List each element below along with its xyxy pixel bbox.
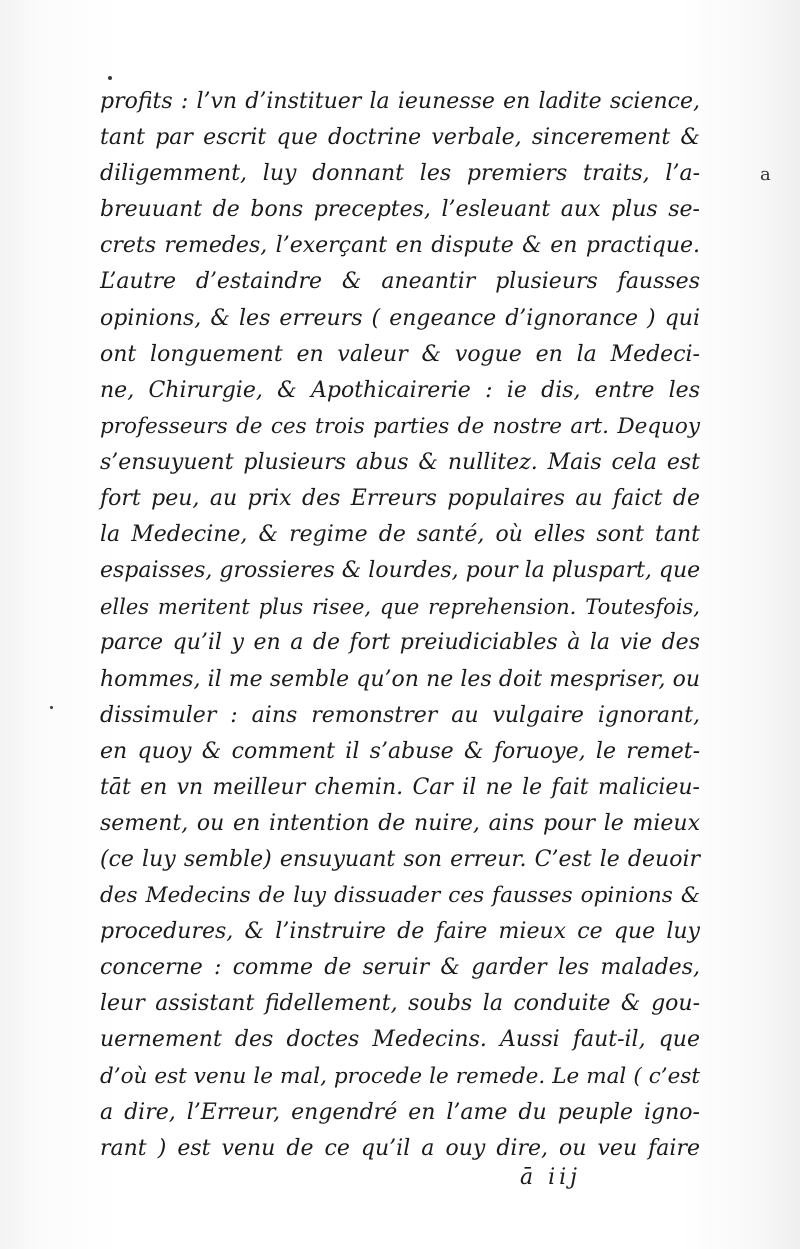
signature-mark: ā iij: [520, 1165, 582, 1190]
text-line: crets remedes, l’exerçant en dispute & en practique.: [100, 233, 700, 259]
text-line: elles meritent plus risee, que reprehension. Toutesfois,: [100, 595, 700, 620]
text-line: hommes, il me semble qu’on ne les doit mespriser, ou: [100, 666, 700, 692]
text-line: dissimuler : ains remonstrer au vulgaire ignorant,: [100, 702, 700, 728]
text-line: parce qu’il y en a de fort preiudiciables à la vie des: [100, 630, 700, 656]
text-line: en quoy & comment il s’abuse & foruoye, le remet-: [100, 738, 700, 764]
text-line: uernement des doctes Medecins. Aussi faut-il, que: [100, 1027, 700, 1053]
ink-speck: [50, 706, 53, 709]
text-line: rant ) est venu de ce qu’il a ouy dire, ou veu faire: [100, 1135, 700, 1161]
text-line: breuuant de bons preceptes, l’esleuant aux plus se-: [100, 197, 700, 223]
text-line: diligemment, luy donnant les premiers traits, l’a-: [100, 161, 700, 187]
ink-speck: [108, 76, 112, 80]
text-line: tant par escrit que doctrine verbale, sincerement &: [100, 125, 700, 151]
text-line: L’autre d’estaindre & aneantir plusieurs fausses: [100, 269, 700, 295]
text-line: fort peu, au prix des Erreurs populaires au faict de: [100, 486, 700, 512]
text-line: d’où est venu le mal, procede le remede. Le mal ( c’est: [100, 1063, 700, 1089]
text-line: opinions, & les erreurs ( engeance d’ignorance ) qui: [100, 305, 700, 331]
text-line: ne, Chirurgie, & Apothicairerie : ie dis, entre les: [100, 377, 700, 403]
text-line: des Medecins de luy dissuader ces fausses opinions &: [100, 883, 700, 909]
text-line: leur assistant fidellement, soubs la conduite & gou-: [100, 991, 700, 1017]
text-line: la Medecine, & regime de santé, où elles sont tant: [100, 522, 700, 548]
text-line: concerne : comme de seruir & garder les malades,: [100, 955, 700, 981]
text-line: profits : l’vn d’instituer la ieunesse en ladite science,: [100, 89, 700, 114]
text-line: tāt en vn meilleur chemin. Car il ne le fait malicieu-: [100, 774, 700, 800]
text-line: (ce luy semble) ensuyuant son erreur. C’est le deuoir: [100, 846, 700, 872]
text-line: sement, ou en intention de nuire, ains pour le mieux: [100, 810, 700, 836]
margin-mark: a: [760, 164, 771, 185]
text-line: professeurs de ces trois parties de nostre art. Dequoy: [100, 413, 700, 439]
body-text: [100, 84, 700, 1167]
text-line: ont longuement en valeur & vogue en la Medeci-: [100, 341, 700, 367]
text-line: a dire, l’Erreur, engendré en l’ame du peuple igno-: [100, 1099, 700, 1125]
text-line: s’ensuyuent plusieurs abus & nullitez. Mais cela est: [100, 449, 700, 475]
text-line: procedures, & l’instruire de faire mieux ce que luy: [100, 919, 700, 945]
text-line: espaisses, grossieres & lourdes, pour la pluspart, que: [100, 558, 701, 584]
